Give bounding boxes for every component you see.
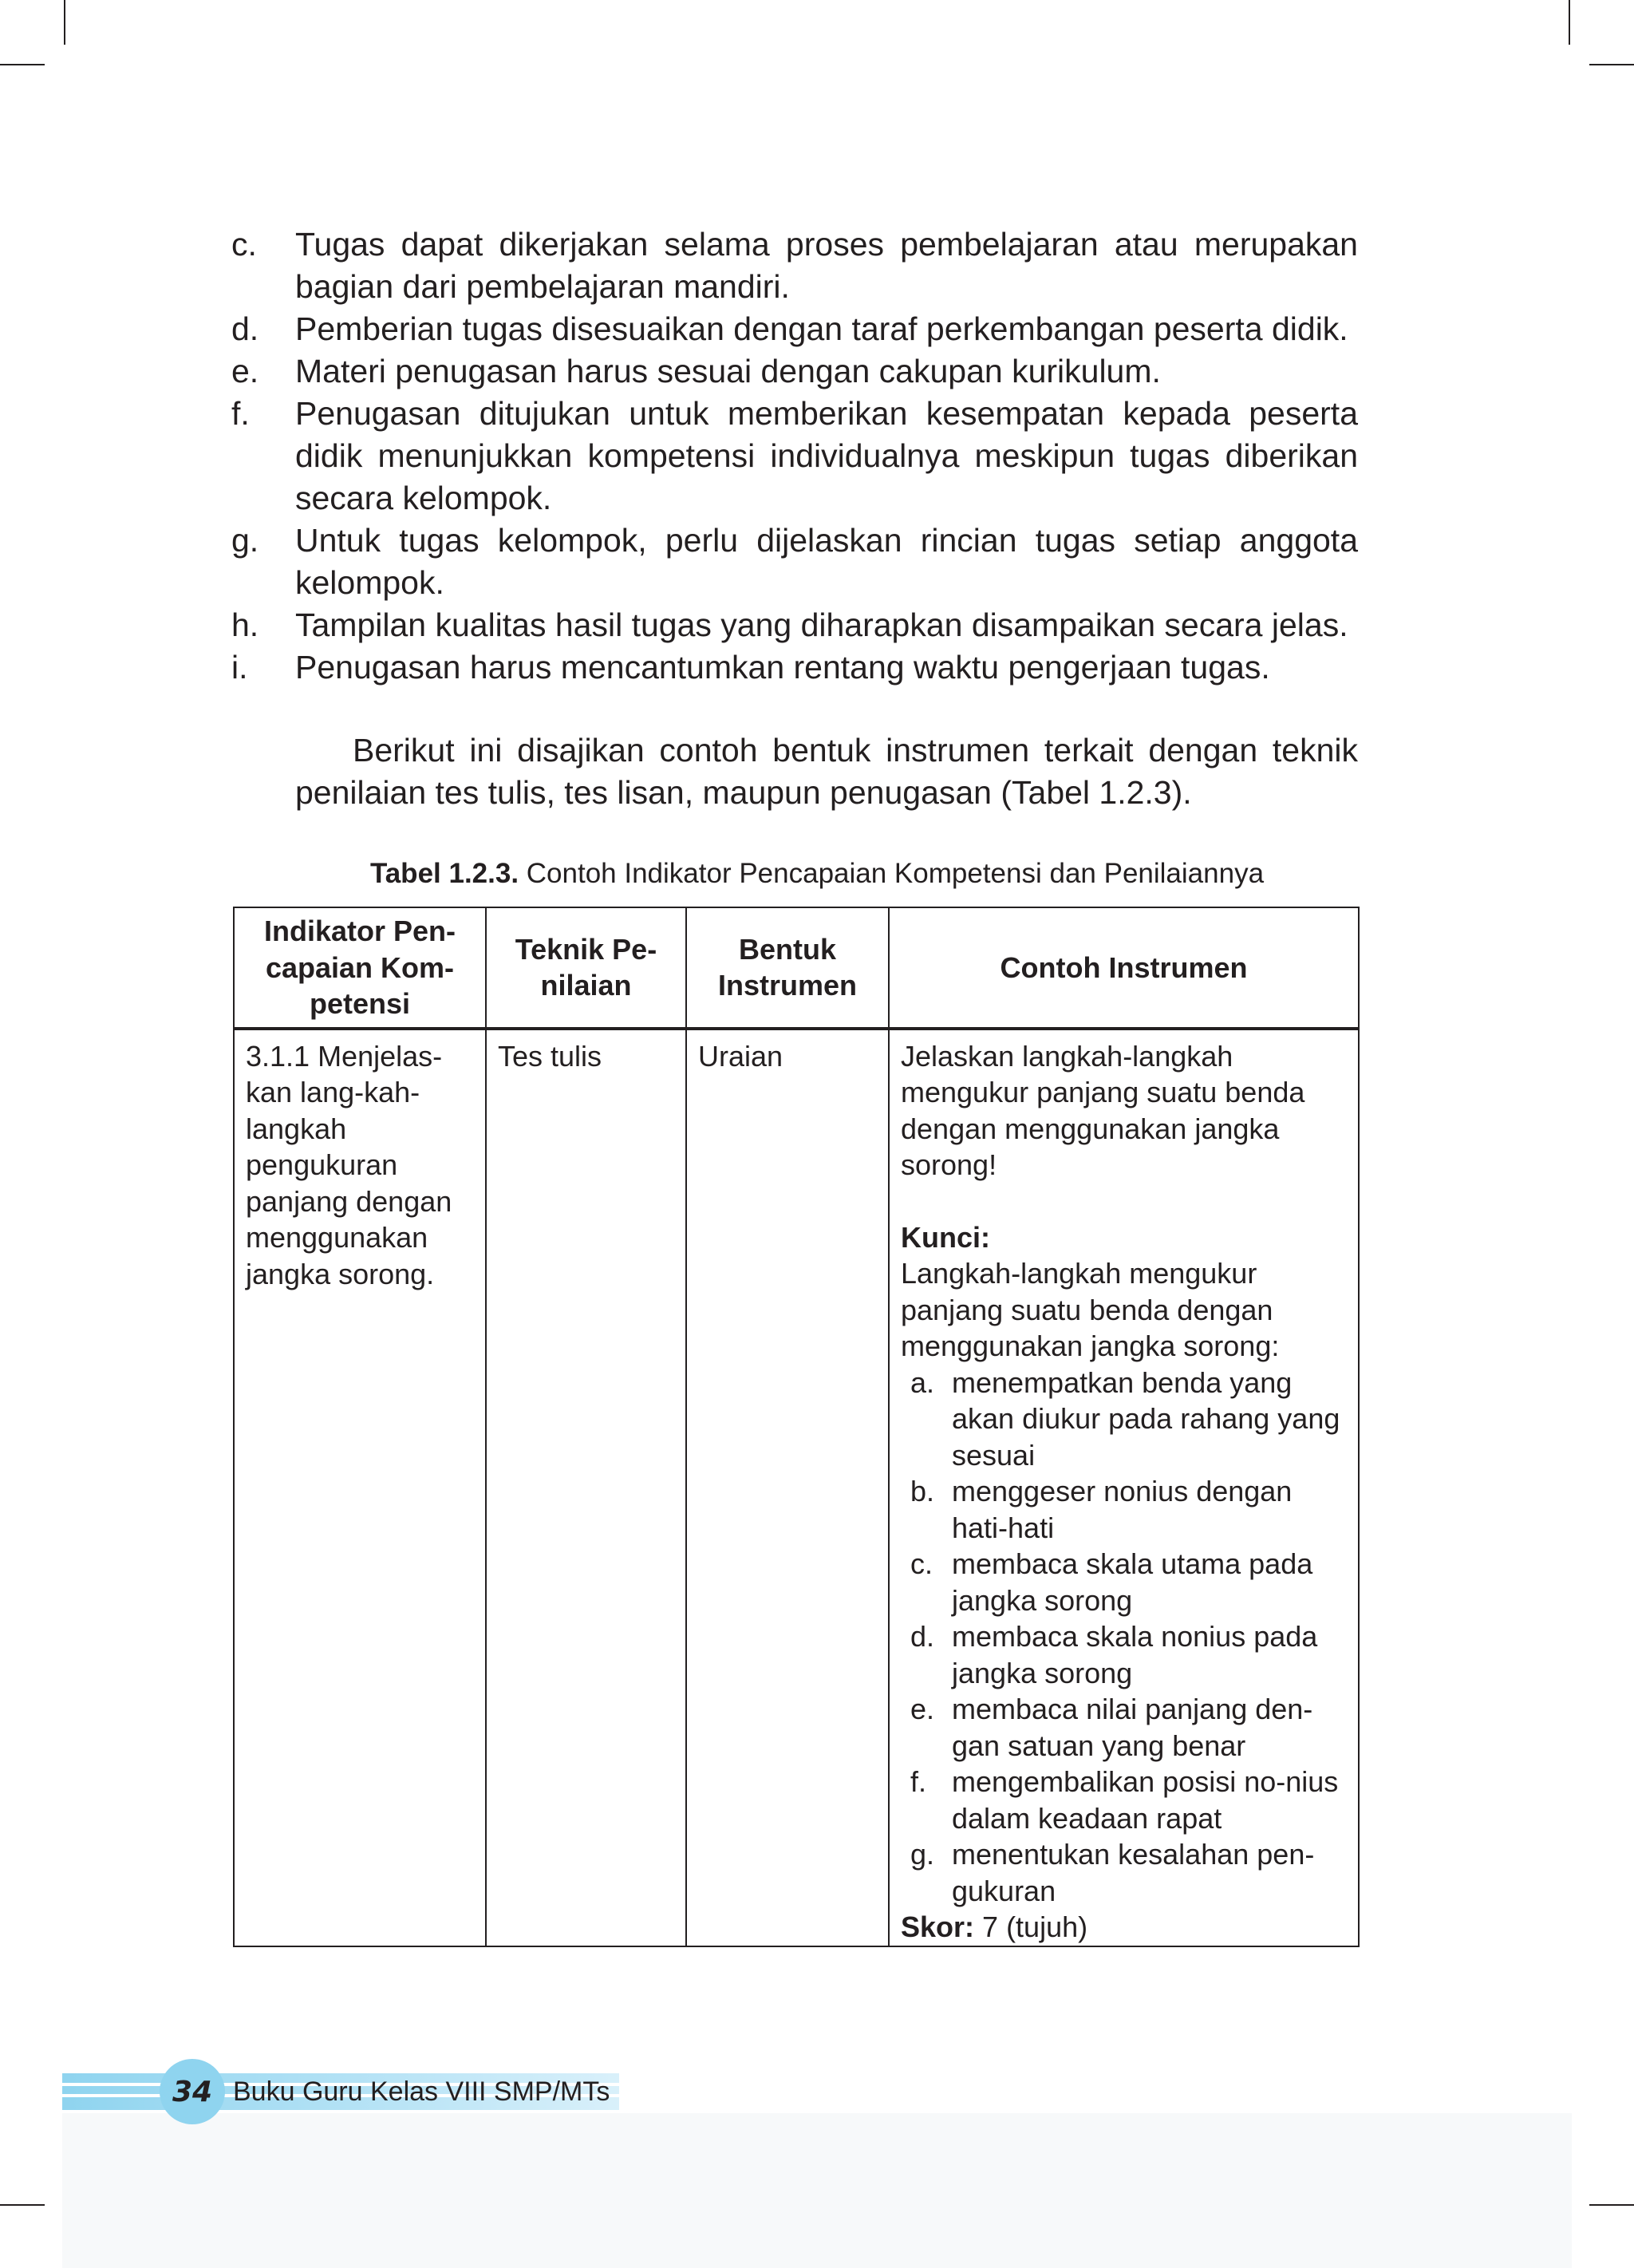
table-row bbox=[234, 1029, 1359, 1946]
caption-text: Contoh Indikator Pencapaian Kompetensi dan Penilaiannya bbox=[526, 858, 1265, 889]
skor-line bbox=[901, 1909, 1347, 1946]
crop-mark bbox=[1569, 0, 1570, 45]
skor-label: Skor: bbox=[901, 1910, 975, 1943]
step-text: membaca skala utama pada jangka sorong bbox=[952, 1547, 1313, 1617]
step-marker: g. bbox=[910, 1838, 935, 1871]
list-text: Materi penugasan harus sesuai dengan cakupan kurikulum. bbox=[295, 353, 1161, 389]
kunci-intro: Langkah-langkah mengukur panjang suatu benda dengan menggunakan jangka sorong: bbox=[901, 1257, 1280, 1362]
list-item bbox=[231, 350, 1358, 393]
step-text: mengembalikan posisi no-nius dalam keadaan rapat bbox=[952, 1765, 1339, 1835]
list-text: Untuk tugas kelompok, perlu dijelaskan rincian tugas setiap anggota kelompok. bbox=[295, 522, 1358, 601]
header-indikator: Indikator Pen-capaian Kom-petensi bbox=[234, 907, 486, 1029]
intro-paragraph: Berikut ini disajikan contoh bentuk instrumen terkait dengan teknik penilaian tes tulis, tes lisan, maupun penugasan (Tabel 1.2.3). bbox=[295, 732, 1358, 811]
list-marker: c. bbox=[231, 226, 257, 263]
assessment-table bbox=[233, 907, 1360, 1947]
crop-mark bbox=[1589, 64, 1634, 65]
list-marker: d. bbox=[231, 310, 259, 347]
step-item bbox=[901, 1546, 1347, 1618]
list-text: Penugasan harus mencantumkan rentang waktu pengerjaan tugas. bbox=[295, 649, 1270, 686]
list-marker: h. bbox=[231, 607, 259, 643]
crop-mark bbox=[64, 0, 65, 45]
step-marker: c. bbox=[910, 1547, 933, 1580]
page-shadow bbox=[62, 2113, 1572, 2268]
step-item bbox=[901, 1836, 1347, 1909]
cell-indikator: 3.1.1 Menjelas-kan lang-kah-langkah pengukuran panjang dengan menggunakan jangka sorong. bbox=[234, 1029, 486, 1946]
step-text: membaca skala nonius pada jangka sorong bbox=[952, 1620, 1318, 1689]
skor-value: 7 (tujuh) bbox=[982, 1910, 1088, 1943]
step-marker: d. bbox=[910, 1620, 935, 1653]
list-item bbox=[231, 308, 1358, 350]
list-item bbox=[231, 223, 1358, 308]
list-text: Pemberian tugas disesuaikan dengan taraf perkembangan peserta didik. bbox=[295, 310, 1348, 347]
list-marker: e. bbox=[231, 353, 259, 389]
crop-mark bbox=[0, 2204, 45, 2206]
list-item bbox=[231, 604, 1358, 646]
header-teknik: Teknik Pe-nilaian bbox=[486, 907, 686, 1029]
header-bentuk: Bentuk Instrumen bbox=[686, 907, 889, 1029]
step-item bbox=[901, 1618, 1347, 1691]
steps-list bbox=[901, 1365, 1347, 1910]
list-item bbox=[231, 393, 1358, 520]
step-text: menentukan kesalahan pen-gukuran bbox=[952, 1838, 1315, 1907]
guideline-list bbox=[231, 223, 1358, 689]
step-item bbox=[901, 1691, 1347, 1764]
step-item bbox=[901, 1473, 1347, 1546]
step-item bbox=[901, 1764, 1347, 1836]
question-text: Jelaskan langkah-langkah mengukur panjang suatu benda dengan menggunakan jangka sorong! bbox=[901, 1039, 1305, 1181]
step-marker: a. bbox=[910, 1365, 935, 1399]
step-text: menempatkan benda yang akan diukur pada rahang yang sesuai bbox=[952, 1365, 1340, 1472]
cell-contoh bbox=[889, 1029, 1359, 1946]
list-text: Penugasan ditujukan untuk memberikan kesempatan kepada peserta didik menunjukkan kompetensi individualnya meskipun tugas diberikan secara kelompok. bbox=[295, 395, 1358, 516]
list-item bbox=[231, 646, 1358, 689]
crop-mark bbox=[0, 64, 45, 65]
list-text: Tampilan kualitas hasil tugas yang diharapkan disampaikan secara jelas. bbox=[295, 607, 1348, 643]
list-marker: f. bbox=[231, 395, 250, 432]
cell-bentuk: Uraian bbox=[686, 1029, 889, 1946]
list-marker: g. bbox=[231, 522, 259, 559]
page-number: 34 bbox=[160, 2059, 225, 2124]
kunci-label: Kunci: bbox=[901, 1220, 990, 1254]
step-marker: e. bbox=[910, 1693, 935, 1725]
step-text: menggeser nonius dengan hati-hati bbox=[952, 1475, 1293, 1544]
step-item bbox=[901, 1365, 1347, 1474]
cell-teknik: Tes tulis bbox=[486, 1029, 686, 1946]
step-marker: f. bbox=[910, 1765, 927, 1798]
header-contoh: Contoh Instrumen bbox=[889, 907, 1359, 1029]
step-text: membaca nilai panjang den-gan satuan yang benar bbox=[952, 1693, 1313, 1762]
step-marker: b. bbox=[910, 1475, 935, 1507]
caption-label: Tabel 1.2.3. bbox=[369, 858, 519, 889]
crop-mark bbox=[1589, 2204, 1634, 2206]
book-title: Buku Guru Kelas VIII SMP/MTs bbox=[233, 2076, 610, 2107]
table-caption bbox=[0, 858, 1634, 890]
list-item bbox=[231, 520, 1358, 604]
list-text: Tugas dapat dikerjakan selama proses pembelajaran atau merupakan bagian dari pembelajaran mandiri. bbox=[295, 226, 1358, 305]
table-header-row bbox=[234, 907, 1359, 1029]
spacer bbox=[901, 1183, 1347, 1219]
list-marker: i. bbox=[231, 649, 248, 686]
